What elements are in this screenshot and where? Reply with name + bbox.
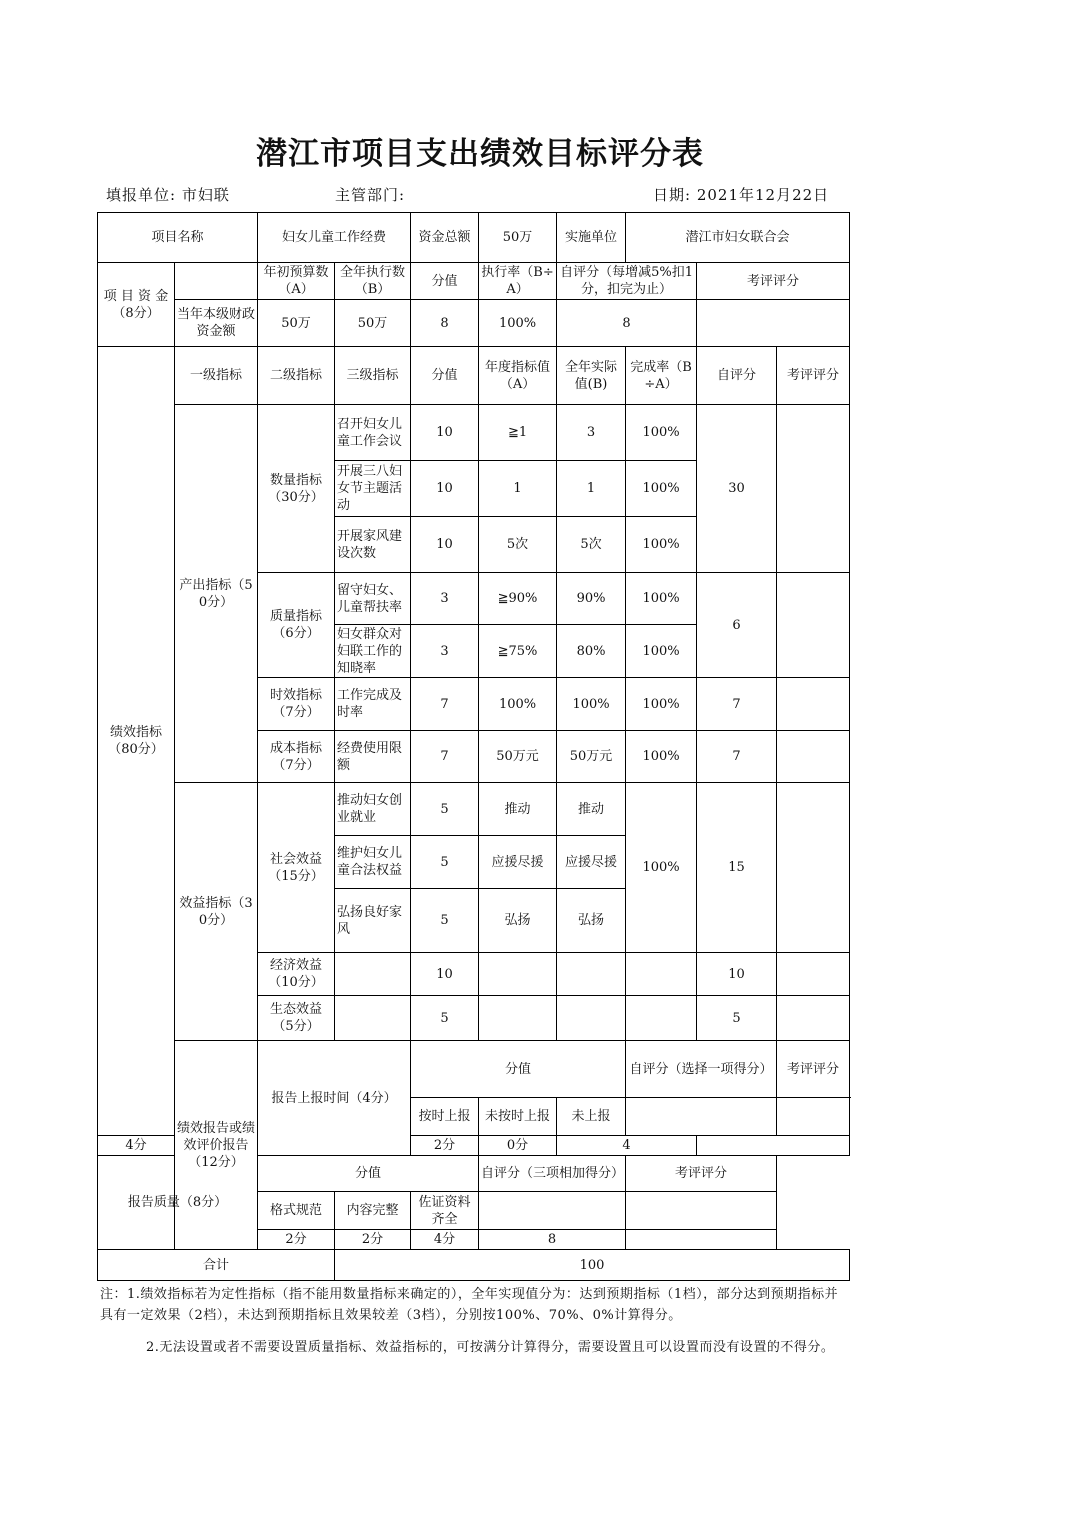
ecological-review-score xyxy=(777,996,850,1041)
indicator-actual: 弘扬 xyxy=(557,889,626,953)
exec-header: 全年执行数（B） xyxy=(335,263,411,300)
points-format: 2分 xyxy=(258,1230,335,1250)
indicator-actual: 100% xyxy=(557,678,626,731)
indicator-score: 10 xyxy=(411,405,479,461)
total-label: 合计 xyxy=(98,1250,335,1281)
indicator-score: 5 xyxy=(411,836,479,889)
exec-rate: 100% xyxy=(479,300,557,347)
indicator-score: 5 xyxy=(411,889,479,953)
timeliness-review-score xyxy=(777,678,850,731)
indicator-name: 开展家风建设次数 xyxy=(335,517,411,573)
funds-self-score: 8 xyxy=(557,300,697,347)
indicator-target: 100% xyxy=(479,678,557,731)
indicator-target: ≧75% xyxy=(479,625,557,678)
economic-indicator-name xyxy=(335,953,411,996)
indicator-actual: 50万元 xyxy=(557,731,626,783)
indicator-target: 弘扬 xyxy=(479,889,557,953)
indicator-name: 工作完成及时率 xyxy=(335,678,411,731)
indicator-target: 应援尽援 xyxy=(479,836,557,889)
report-section-label: 绩效报告或绩效评价报告（12分） xyxy=(175,1041,258,1250)
economic-actual xyxy=(557,953,626,996)
output-indicator: 产出指标（50分） xyxy=(175,405,258,783)
project-name: 妇女儿童工作经费 xyxy=(258,213,411,263)
indicator-actual: 1 xyxy=(557,461,626,517)
report-quality-label: 报告质量（8分） xyxy=(98,1156,258,1250)
total-funds-label: 资金总额 xyxy=(411,213,479,263)
economic-self-score: 10 xyxy=(697,953,777,996)
option-none: 未上报 xyxy=(557,1098,626,1136)
cost-indicator: 成本指标（7分） xyxy=(258,731,335,783)
points-content: 2分 xyxy=(335,1230,411,1250)
indicator-actual: 5次 xyxy=(557,517,626,573)
quantity-review-score xyxy=(777,405,850,573)
indicator-name: 妇女群众对妇联工作的知晓率 xyxy=(335,625,411,678)
indicator-target: 1 xyxy=(479,461,557,517)
perf-header: 完成率（B÷A） xyxy=(626,347,697,405)
perf-header: 分值 xyxy=(411,347,479,405)
indicator-name: 召开妇女儿童工作会议 xyxy=(335,405,411,461)
perf-header: 全年实际值(B) xyxy=(557,347,626,405)
quantity-indicator: 数量指标（30分） xyxy=(258,405,335,573)
economic-target xyxy=(479,953,557,996)
ecological-target xyxy=(479,996,557,1041)
social-self-score: 15 xyxy=(697,783,777,953)
report-quality-self-label: 自评分（三项相加得分） xyxy=(479,1156,626,1192)
quality-self-score: 6 xyxy=(697,573,777,678)
indicator-name: 开展三八妇女节主题活动 xyxy=(335,461,411,517)
report-time-self-label: 自评分（选择一项得分） xyxy=(626,1041,777,1098)
ecological-indicator-name xyxy=(335,996,411,1041)
funds-review-header: 考评评分 xyxy=(697,263,850,300)
ecological-actual xyxy=(557,996,626,1041)
indicator-rate: 100% xyxy=(626,405,697,461)
report-time-review-score xyxy=(697,1136,850,1156)
indicator-name: 经费使用限额 xyxy=(335,731,411,783)
indicator-actual: 90% xyxy=(557,573,626,625)
ecological-benefit-indicator: 生态效益（5分） xyxy=(258,996,335,1041)
indicator-score: 3 xyxy=(411,573,479,625)
funds-review-score xyxy=(697,300,850,347)
report-time-self-blank xyxy=(626,1098,777,1136)
quality-content: 内容完整 xyxy=(335,1192,411,1230)
report-time-review-label: 考评评分 xyxy=(777,1041,850,1098)
supervising-dept: 主管部门: xyxy=(335,186,406,204)
report-quality-review-score xyxy=(626,1230,777,1250)
indicator-score: 7 xyxy=(411,731,479,783)
funds-blank-cell xyxy=(175,263,258,300)
indicator-name: 留守妇女、儿童帮扶率 xyxy=(335,573,411,625)
report-time-header-row xyxy=(98,1041,850,1098)
funds-value-row xyxy=(98,300,850,347)
quantity-self-score: 30 xyxy=(697,405,777,573)
indicator-target: ≧1 xyxy=(479,405,557,461)
total-value: 100 xyxy=(335,1250,850,1281)
report-date: 日期: 2021年12月22日 xyxy=(653,186,830,204)
budget-value: 50万 xyxy=(258,300,335,347)
funds-self-header: 自评分（每增减5%扣1分，扣完为止） xyxy=(557,263,697,300)
rate-header: 执行率（B÷A） xyxy=(479,263,557,300)
table-row xyxy=(98,783,850,836)
report-time-review-blank xyxy=(777,1098,850,1136)
report-time-score-label: 分值 xyxy=(411,1041,626,1098)
funds-section-label: 项 目 资 金（8分） xyxy=(98,263,175,347)
option-ontime: 按时上报 xyxy=(411,1098,479,1136)
points-late: 2分 xyxy=(411,1136,479,1156)
economic-score: 10 xyxy=(411,953,479,996)
ecological-self-score: 5 xyxy=(697,996,777,1041)
social-benefit-indicator: 社会效益（15分） xyxy=(258,783,335,953)
indicator-actual: 推动 xyxy=(557,783,626,836)
indicator-name: 弘扬良好家风 xyxy=(335,889,411,953)
table-row xyxy=(98,405,850,461)
note-2: 2.无法设置或者不需要设置质量指标、效益指标的，可按满分计算得分，需要设置且可以设置而没有设置的不得分。 xyxy=(146,1340,835,1355)
cost-review-score xyxy=(777,731,850,783)
impl-unit-label: 实施单位 xyxy=(557,213,626,263)
indicator-score: 10 xyxy=(411,517,479,573)
indicator-name: 推动妇女创业就业 xyxy=(335,783,411,836)
project-name-label: 项目名称 xyxy=(98,213,258,263)
reporting-unit: 填报单位: 市妇联 xyxy=(106,186,230,204)
note-1: 注：1.绩效指标若为定性指标（指不能用数量指标来确定的），全年实现值分为：达到预期指标（1档），部分达到预期指标并具有一定效果（2档），未达到预期指标且效果较差（3档），分别按100%、70%、0%计算得分。 xyxy=(100,1287,839,1323)
timeliness-indicator: 时效指标（7分） xyxy=(258,678,335,731)
indicator-rate: 100% xyxy=(626,461,697,517)
social-review-score xyxy=(777,783,850,953)
report-quality-self-score: 8 xyxy=(479,1230,626,1250)
indicator-target: 推动 xyxy=(479,783,557,836)
funds-row-label: 当年本级财政资金额 xyxy=(175,300,258,347)
indicator-name: 维护妇女儿童合法权益 xyxy=(335,836,411,889)
project-row xyxy=(98,213,850,263)
economic-rate xyxy=(626,953,697,996)
indicator-actual: 3 xyxy=(557,405,626,461)
indicator-score: 7 xyxy=(411,678,479,731)
ecological-rate xyxy=(626,996,697,1041)
indicator-score: 10 xyxy=(411,461,479,517)
report-quality-self-blank xyxy=(479,1192,626,1230)
perf-header: 二级指标 xyxy=(258,347,335,405)
report-quality-score-label: 分值 xyxy=(258,1156,479,1192)
cost-self-score: 7 xyxy=(697,731,777,783)
report-quality-review-blank xyxy=(626,1192,777,1230)
indicator-rate: 100% xyxy=(626,731,697,783)
ecological-score: 5 xyxy=(411,996,479,1041)
timeliness-self-score: 7 xyxy=(697,678,777,731)
indicator-rate: 100% xyxy=(626,625,697,678)
indicator-rate: 100% xyxy=(626,517,697,573)
perf-header: 一级指标 xyxy=(175,347,258,405)
indicator-score: 3 xyxy=(411,625,479,678)
quality-review-score xyxy=(777,573,850,678)
points-none: 0分 xyxy=(479,1136,557,1156)
indicator-rate: 100% xyxy=(626,678,697,731)
indicator-score: 5 xyxy=(411,783,479,836)
impl-unit: 潜江市妇女联合会 xyxy=(626,213,850,263)
indicator-rate: 100% xyxy=(626,573,697,625)
indicator-actual: 应援尽援 xyxy=(557,836,626,889)
benefit-indicator: 效益指标（30分） xyxy=(175,783,258,1041)
total-row xyxy=(98,1250,850,1281)
indicator-target: ≧90% xyxy=(479,573,557,625)
page-title: 潜江市项目支出绩效目标评分表 xyxy=(256,136,704,172)
funds-score: 8 xyxy=(411,300,479,347)
perf-section-label: 绩效指标（80分） xyxy=(98,347,175,1136)
report-time-label: 报告上报时间（4分） xyxy=(258,1041,411,1156)
points-evidence: 4分 xyxy=(411,1230,479,1250)
indicator-target: 50万元 xyxy=(479,731,557,783)
points-ontime: 4分 xyxy=(98,1136,175,1156)
economic-review-score xyxy=(777,953,850,996)
option-late: 未按时上报 xyxy=(479,1098,557,1136)
budget-header: 年初预算数（A） xyxy=(258,263,335,300)
indicator-actual: 80% xyxy=(557,625,626,678)
funds-header-row xyxy=(98,263,850,300)
perf-header: 考评评分 xyxy=(777,347,850,405)
funds-score-header: 分值 xyxy=(411,263,479,300)
social-rate: 100% xyxy=(626,783,697,953)
exec-value: 50万 xyxy=(335,300,411,347)
indicator-target: 5次 xyxy=(479,517,557,573)
total-funds: 50万 xyxy=(479,213,557,263)
perf-header: 年度指标值（A） xyxy=(479,347,557,405)
report-time-self-score: 4 xyxy=(557,1136,697,1156)
quality-indicator: 质量指标（6分） xyxy=(258,573,335,678)
perf-header: 三级指标 xyxy=(335,347,411,405)
perf-header: 自评分 xyxy=(697,347,777,405)
score-table xyxy=(97,212,850,1281)
economic-benefit-indicator: 经济效益（10分） xyxy=(258,953,335,996)
quality-evidence: 佐证资料齐全 xyxy=(411,1192,479,1230)
report-quality-review-label: 考评评分 xyxy=(626,1156,777,1192)
perf-header-row xyxy=(98,347,850,405)
quality-format: 格式规范 xyxy=(258,1192,335,1230)
